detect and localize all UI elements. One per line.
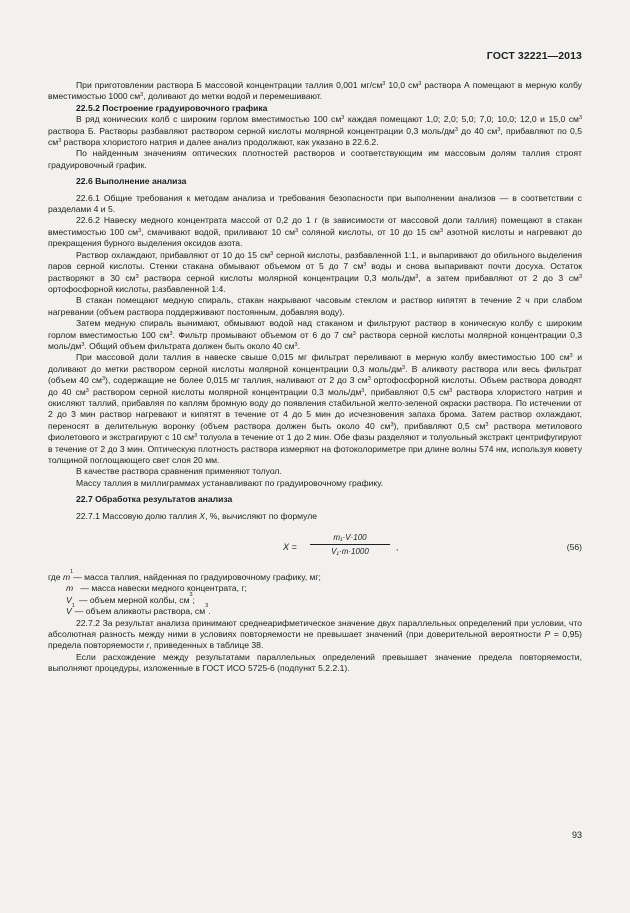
definition-v1: V 1 — объем аликвоты раствора, см 3 . (66, 603, 211, 617)
heading-22-7: 22.7 Обработка результатов анализа (76, 494, 233, 505)
document-body (48, 80, 582, 675)
definition-m1: где m 1 — масса таллия, найденная по градуировочному графику, мг; (48, 569, 321, 583)
paragraph-extraction: При массовой доли таллия в навеске свыше 0,015 мг фильтрат переливают в мерную колбу вместимостью 100 $см^3$ и доливают до метки раствором серной кислоты молярной концентрации 0,3 моль/$дм^3$. В аликвоту раствора или весь фильтрат (объем 40 $см^3$), содержащие не более 0,015 мг таллия, наливают от 2 до 3 $см^3$ ортофосфорной кислоты. Объем раствора доводят до 40 $см^3$ раствором серной кислоты молярной концентрации 0,3 моль/$дм^3$, прибавляют 0,5 $см^3$ раствора хлористого натрия и окисляют таллий, прибавляя по каплям бромную воду до появления стабильной желто-зеленой окраски раствора. По истечении от 2 до 3 мин раствор нагревают и кипятят в течение от 4 до 5 мин до исчезновения запаха брома. Затем раствор охлаждают, переносят в делительную воронку (объем раствора должен быть около 40 $см^3$), прибавляют 0,5 $см^3$ раствора метилового фиолетового и экстрагируют с 10 $см^3$ толуола в течение от 1 до 2 мин. Обе фазы разделяют и толуольный экстракт центрифугируют в течение от 2 до 3 мин. Оптическую плотность раствора измеряют на фотоколориметре при длине волны 574 нм, используя кювету толщиной поглощающего свет слоя 20 мм. (48, 352, 582, 465)
paragraph-discrepancy: Если расхождение между результатами параллельных определений превышает значение предела повторяемости, выполняют процедуры, изложенные в ГОСТ ИСО 5725-6 (подпункт 5.2.2.1). (48, 651, 582, 674)
paragraph-calibration: В ряд конических колб с широким горлом вместимостью 100 $см^3$ каждая помещают 1,0; 2,0; 5,0; 7,0; 10,0; 12,0 и 15,0 $см^3$ раствора Б. Растворы разбавляют раствором серной кислоты молярной концентрации 0,3 моль/$дм^3$ до 40 $см^3$, прибавляют по 0,5 $см^3$ раствора хлористого натрия и далее анализ продолжают, как указано в 22.6.2. (48, 114, 582, 148)
heading-22-6: 22.6 Выполнение анализа (76, 176, 187, 187)
paragraph-filtration: Затем медную спираль вынимают, обмывают водой над стаканом и фильтруют раствор в коническую колбу с широким горлом вместимостью 100 $см^3$. Фильтр промывают объемом от 6 до 7 $см^3$ раствора серной кислоты молярной концентрации 0,3 моль/$дм^3$. Общий объем фильтрата должен быть около 40 $см^3$. (48, 318, 583, 351)
standard-header: ГОСТ 32221—2013 (486, 50, 582, 62)
definition-v: V — объем мерной колбы, см 3 ; (66, 591, 195, 605)
definition-m: m — масса навески медного концентрата, г; (66, 583, 247, 594)
formula-denominator: V₁·m·1000 (331, 547, 369, 557)
paragraph-22-6-1: 22.6.1 Общие требования к методам анализа и требования безопасности при выполнении анализов — в соответствии с разделами 4 и 5. (48, 192, 582, 215)
formula-fraction (310, 532, 390, 558)
formula-56 (48, 530, 582, 566)
paragraph-22-7-1: 22.7.1 Массовую долю таллия X, %, вычисляют по формуле (76, 510, 318, 521)
paragraph-copper-spiral: В стакан помещают медную спираль, стакан накрывают часовым стеклом и раствор кипятят в течение 2 ч при слабом нагревании (объем раствора поддерживают постоянным, добавляя воду). (48, 295, 582, 317)
formula-comma: , (396, 542, 399, 553)
heading-22-5-2: 22.5.2 Построение градуировочного графика (76, 102, 268, 113)
paragraph-mass: Массу таллия в миллиграммах устанавливают по градуировочному графику. (76, 477, 384, 488)
paragraph-cooling: Раствор охлаждают, прибавляют от 10 до 15 $см^3$ серной кислоты, разбавленной 1:1, и выпаривают до обильного выделения паров серной кислоты. Стенки стакана обмывают объемом от 5 до 7 $см^3$ воды и снова выпаривают почти досуха. Остаток растворяют в 30 $см^3$ раствора серной кислоты молярной концентрации 0,3 моль/$дм^3$, а затем прибавляют от 2 до 3 $см^3$ ортофосфорной кислоты, разбавленной 1:4. (48, 249, 583, 294)
formula-numerator: m₁·V·100 (310, 532, 390, 545)
formula-definitions (48, 569, 582, 618)
formula-number: (56) (566, 542, 582, 553)
paragraph-22-6-2: 22.6.2 Навеску медного концентрата массой от 0,2 до 1 г (в зависимости от массовой доли таллия) помещают в стакан вместимостью 100 $см^3$, смачивают водой, приливают 10 $см^3$ соляной кислоты, от 10 до 15 $см^3$ азотной кислоты и нагревают до прекращения бурного выделения оксидов азота. (48, 215, 582, 249)
paragraph-solution-b: При приготовлении раствора Б массовой концентрации таллия 0,001 $мг/см^3$ 10,0 $см^3$ раствора А помещают в мерную колбу вместимостью 1000 $см^3$, доливают до метки водой и перемешивают. (48, 80, 582, 102)
paragraph-22-7-2: 22.7.2 За результат анализа принимают среднеарифметическое значение двух параллельных определений при условии, что абсолютная разность между ними в условиях повторяемости не превышает значений (при доверительной вероятности P = 0,95) предела повторяемости r, приведенных в таблице 38. (48, 617, 582, 651)
page-number: 93 (571, 830, 582, 840)
paragraph-graph: По найденным значениям оптических плотностей растворов и соответствующим им массовым долям таллия строят градуировочный график. (48, 148, 582, 170)
formula-lhs: X = (283, 542, 297, 553)
paragraph-reference: В качестве раствора сравнения применяют толуол. (76, 466, 282, 477)
